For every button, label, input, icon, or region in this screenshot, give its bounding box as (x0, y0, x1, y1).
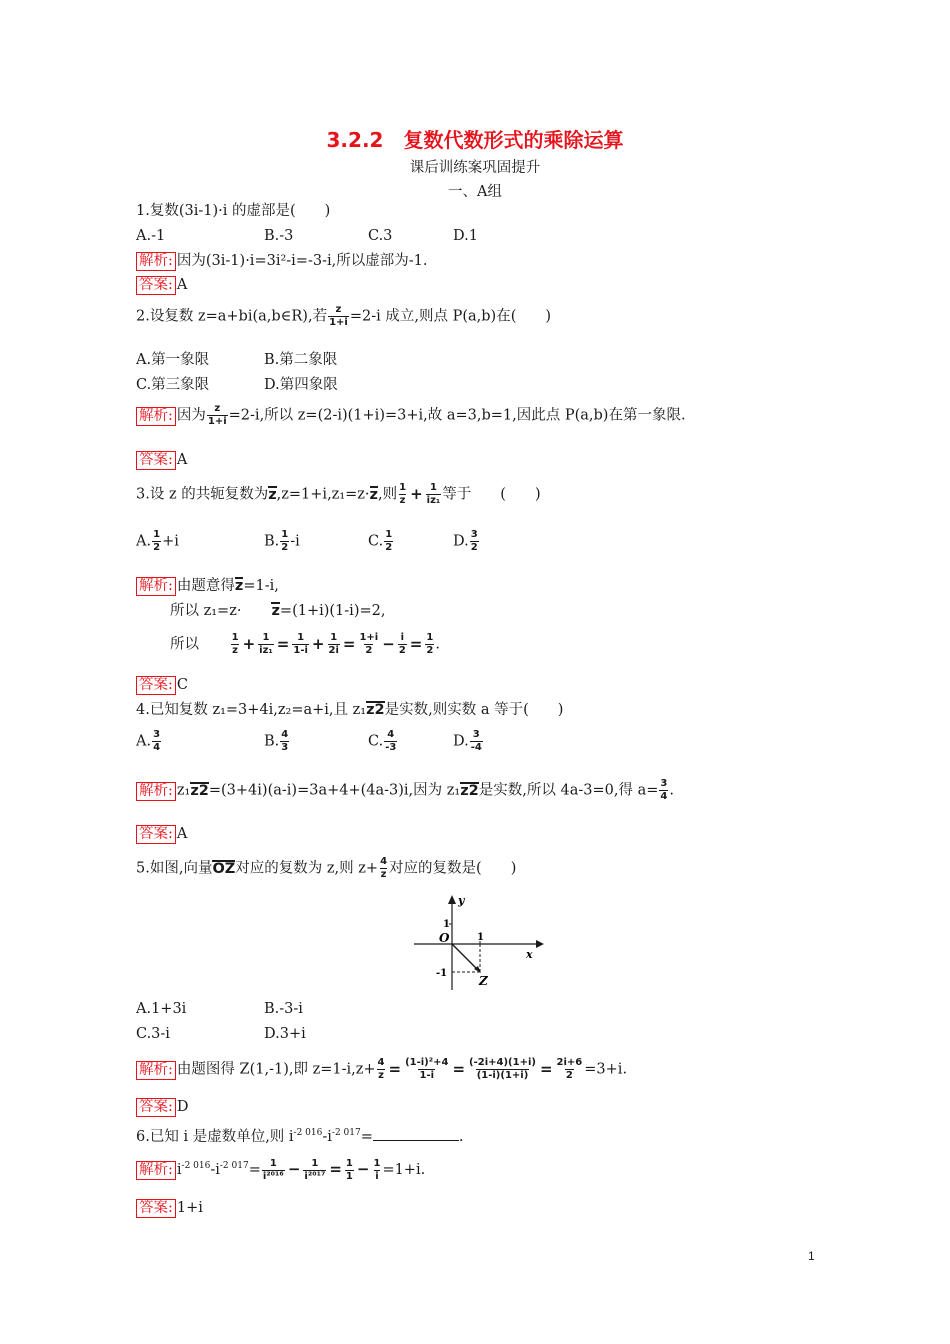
q1-option-a: A.-1 (136, 228, 166, 244)
q5-stem: 5.如图,向量OZ对应的复数为 z,则 z+ $\frac{4}{z}$ 对应的复数是( ) (136, 856, 517, 880)
q5-analysis: 解析: 由题图得 Z(1,-1),即 z=1-i,z+ $\frac{4}{z}$ = $\frac{\text{(1-i)²+4}}{1-i}$ = $\frac{(-2i+4)(1+i)}{(1-i)(1+i)}$ = $\frac{2i+6}{2}$ =3+i. (136, 1057, 627, 1082)
q6-analysis: 解析: $i^{-2 016}-i^{-2 017}=$ $\frac{1}{\text{i²⁰¹⁶}}$ − $\frac{1}{\text{i²⁰¹⁷}}$ = $\frac{1}{1}$ − $\frac{1}{i}$ =1+i. (136, 1157, 425, 1183)
q4-option-b: B. $\frac{4}{3}$ (264, 729, 289, 753)
x-axis-arrow (536, 940, 544, 948)
q3-analysis-line1: 解析: 由题意得z=1-i, (136, 577, 279, 596)
vector-oz: OZ (212, 860, 236, 877)
answer-label: 答案: (136, 451, 176, 470)
q1-option-b: B.-3 (264, 228, 294, 244)
q4-option-d: D. $\frac{3}{-4}$ (453, 729, 482, 753)
answer-label: 答案: (136, 1098, 176, 1117)
answer-blank (373, 1128, 459, 1141)
tick-x-1: 1 (477, 932, 484, 943)
answer-label: 答案: (136, 825, 176, 844)
q4-stem: 4.已知复数 z₁=3+4i,z₂=a+i,且 z₁z2是实数,则实数 a 等于( ) (136, 702, 564, 718)
q3-option-c: C. $\frac{1}{2}$ (368, 529, 393, 553)
x-label: x (526, 948, 533, 961)
q2-option-b: B.第二象限 (264, 352, 338, 368)
q3-analysis-line2: 所以 z₁=z· z=(1+i)(1-i)=2, (170, 603, 386, 619)
q1-analysis: 解析: 因为(3i-1)·i=3i²-i=-3-i,所以虚部为-1. (136, 252, 427, 271)
q5-option-a: A.1+3i (136, 1001, 187, 1017)
y-label: y (458, 894, 465, 907)
q3-option-b: B. $\frac{1}{2}$ -i (264, 529, 300, 553)
group-heading: 一、A组 (448, 184, 502, 200)
q3-answer: 答案: C (136, 676, 188, 695)
q2-answer: 答案: A (136, 451, 187, 470)
point-z-label: Z (479, 974, 488, 988)
q4-analysis: 解析: z₁z2=(3+4i)(a-i)=3a+4+(4a-3)i,因为 z₁z2是实数,所以 4a-3=0,得 a= $\frac{3}{4}$ . (136, 778, 674, 803)
q2-option-c: C.第三象限 (136, 377, 210, 393)
q1-option-c: C.3 (368, 228, 393, 244)
q2-option-a: A.第一象限 (136, 352, 210, 368)
q3-analysis-line3: 所以 $\frac{1}{z}$ + $\frac{1}{\text{iz₁}}$ = $\frac{1}{1-i}$ + $\frac{1}{2i}$ = $\frac{1+i}{2}$ − $\frac{i}{2}$ = $\frac{1}{2}$ . (170, 632, 440, 656)
q2-fraction: $\frac{z}{1+i}$ (329, 304, 348, 328)
doc-subtitle: 课后训练案巩固提升 (409, 160, 541, 176)
q5-option-b: B.-3-i (264, 1001, 303, 1017)
q1-stem: 1.复数(3i-1)·i 的虚部是( ) (136, 203, 331, 219)
analysis-label: 解析: (136, 1061, 176, 1080)
origin-label: O (439, 931, 450, 945)
answer-label: 答案: (136, 1199, 176, 1218)
tick-y-minus1: -1 (436, 968, 448, 979)
q1-option-d: D.1 (453, 228, 478, 244)
q6-answer: 答案: 1+i (136, 1199, 203, 1218)
q2-analysis: 解析: 因为 $\frac{z}{1+i}$ =2-i,所以 z=(2-i)(1+i)=3+i,故 a=3,b=1,因此点 P(a,b)在第一象限. (136, 403, 686, 428)
analysis-label: 解析: (136, 252, 176, 271)
q3-frac2: $\frac{1}{\text{iz₁}}$ (426, 482, 441, 506)
q2-analysis-fraction: $\frac{z}{1+i}$ (207, 403, 227, 427)
q2-option-d: D.第四象限 (264, 377, 338, 393)
q5-option-c: C.3-i (136, 1026, 170, 1042)
q2-stem: 2.设复数 z=a+bi(a,b∈R),若 $\frac{z}{1+i}$ =2-i 成立,则点 P(a,b)在( ) (136, 304, 552, 328)
z-conjugate: z (268, 486, 277, 503)
z-conjugate: z (369, 486, 378, 503)
analysis-label: 解析: (136, 577, 176, 596)
q3-stem: 3.设 z 的共轭复数为z,z=1+i,z₁=z·z,则 $\frac{1}{z}$ + $\frac{1}{\text{iz₁}}$ 等于 ( ) (136, 482, 541, 506)
q3-option-a: A. $\frac{1}{2}$ +i (136, 529, 179, 553)
analysis-label: 解析: (136, 407, 176, 426)
q1-answer: 答案: A (136, 276, 187, 295)
analysis-label: 解析: (136, 782, 176, 801)
q4-option-a: A. $\frac{3}{4}$ (136, 729, 161, 753)
answer-label: 答案: (136, 276, 176, 295)
q6-stem: 6.已知 i 是虚数单位,则 $i^{-2 016}-i^{-2 017}=$ . (136, 1128, 464, 1145)
tick-y-1: 1 (443, 919, 450, 930)
q3-option-d: D. $\frac{3}{2}$ (453, 529, 478, 553)
q4-answer: 答案: A (136, 825, 187, 844)
analysis-label: 解析: (136, 1161, 176, 1180)
y-axis-arrow (448, 895, 456, 904)
answer-label: 答案: (136, 676, 176, 695)
q3-frac1: $\frac{1}{z}$ (399, 482, 407, 506)
q5-option-d: D.3+i (264, 1026, 306, 1042)
page-number: 1 (808, 1249, 815, 1263)
doc-title: 3.2.2 复数代数形式的乘除运算 (326, 128, 624, 152)
q4-option-c: C. $\frac{4}{-3}$ (368, 729, 397, 753)
q5-answer: 答案: D (136, 1098, 189, 1117)
coordinate-figure (408, 890, 548, 994)
